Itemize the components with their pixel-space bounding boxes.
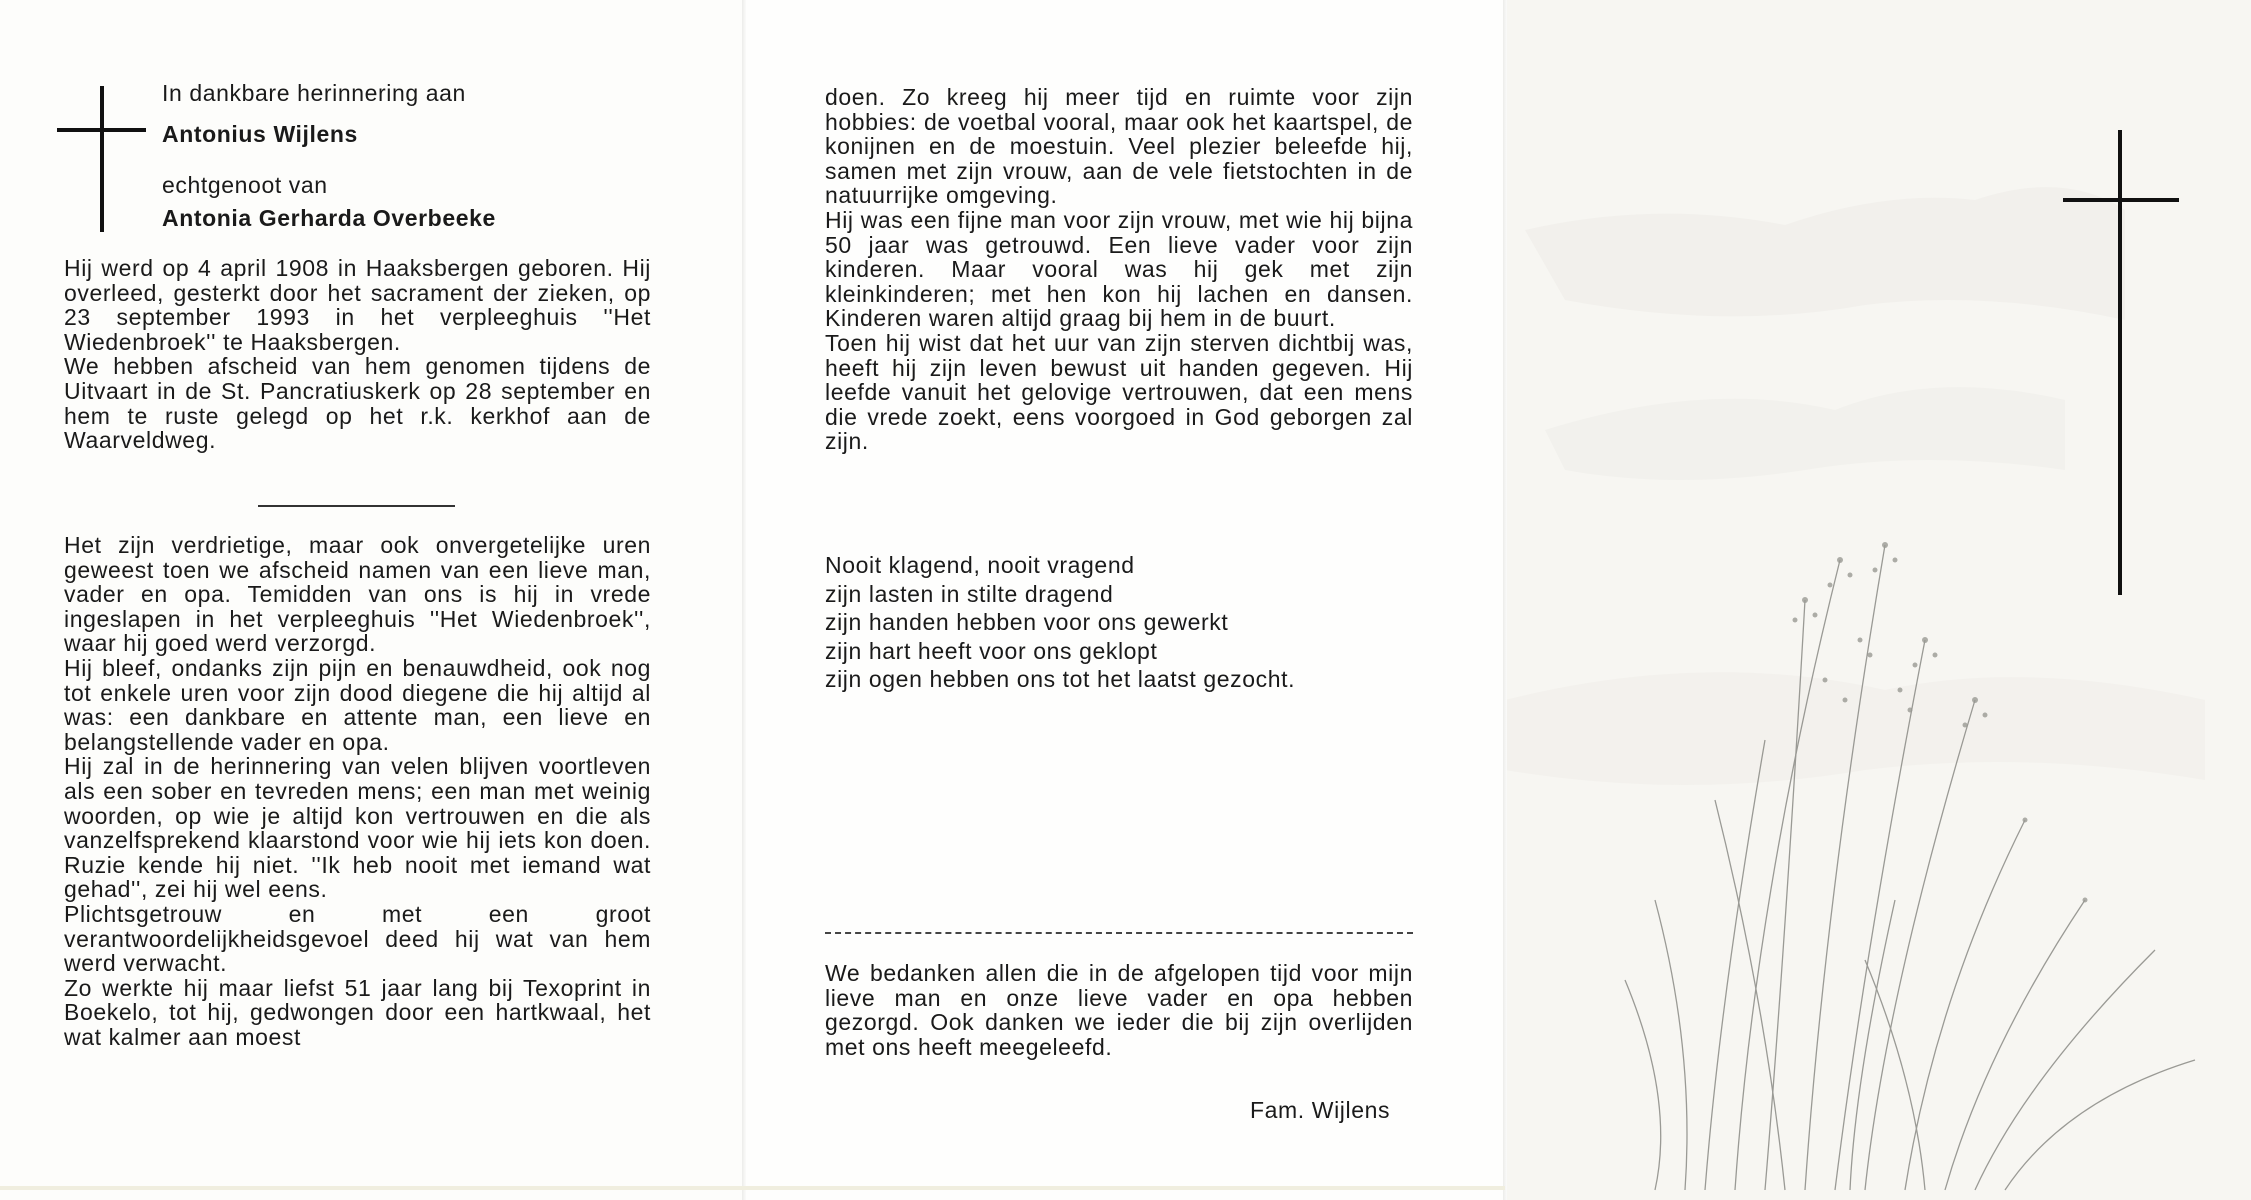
fold-shade-1 [742,0,746,1200]
tribute-paragraph: Plichtsgetrouw en met een groot verantwoordelijkheidsgevoel deed hij wat van hem werd verwacht. [64,900,651,977]
deceased-name: Antonius Wijlens [162,121,358,147]
biography-text [64,256,651,453]
poem-line: zijn handen hebben voor ons gewerkt [825,609,1229,636]
poem-line: zijn ogen hebben ons tot het laatst gezocht. [825,666,1296,693]
tribute-paragraph: Hij was een fijne man voor zijn vrouw, met wie hij bijna 50 jaar was getrouwd. Een lieve vader voor zijn kinderen. Maar vooral was hij gek met zijn kleinkinderen; met hen kon hij lachen en dansen. Kinderen waren altijd graag bij hem in de buurt. [825,206,1413,332]
fold-shade-2 [1503,0,1507,1200]
tribute-paragraph: doen. Zo kreeg hij meer tijd en ruimte voor zijn hobbies: de voetbal vooral, maar ook het kaartspel, de konijnen en de moestuin. Veel plezier beleefde hij, samen met zijn vrouw, aan de vele fietstochten in de natuurrijke omgeving. [825,84,1413,209]
separator-rule [258,505,455,507]
poem [825,551,1295,694]
relation-line: echtgenoot van [162,172,328,198]
tribute-paragraph: Toen hij wist dat het uur van zijn sterven dichtbij was, heeft hij zijn leven bewust uit handen gegeven. Hij leefde vanuit het gelovige vertrouwen, dat een mens die vrede zoekt, eens voorgoed in God geborgen zal zijn. [825,329,1413,455]
poem-line: zijn hart heeft voor ons geklopt [825,637,1158,664]
poem-line: Nooit klagend, nooit vragend [825,552,1135,578]
biography-paragraph: We hebben afscheid van hem genomen tijdens de Uitvaart in de St. Pancratiuskerk op 28 september en hem te ruste gelegd op het r.k. kerkhof aan de Waarveldweg. [64,353,651,454]
tribute-paragraph: Zo werkte hij maar liefst 51 jaar lang bij Texoprint in Boekelo, tot hij, gedwongen door een hartkwaal, het wat kalmer aan moest [64,974,651,1050]
bottom-edge [0,1186,1505,1190]
spouse-name: Antonia Gerharda Overbeeke [162,205,496,231]
illustration-panel [1505,0,2251,1200]
tribute-paragraph: Het zijn verdrietige, maar ook onvergetelijke uren geweest toen we afscheid namen van een lieve man, vader en opa. Temidden van ons is hij in vrede ingeslapen in het verpleeghuis ''Het Wiedenbroek'', waar hij goed werd verzorgd. [64,532,651,657]
poem-line: zijn lasten in stilte dragend [825,580,1114,607]
tribute-paragraph: Hij bleef, ondanks zijn pijn en benauwdheid, ook nog tot enkele uren voor zijn dood diegene die hij altijd al was: een dankbare en attente man, een lieve en belangstellende vader en opa. [64,654,651,755]
intro-line: In dankbare herinnering aan [162,80,466,106]
tribute-left-text [64,533,651,1049]
cross-horizontal-right [2063,198,2179,202]
grass-illustration [1505,0,2251,1200]
signature: Fam. Wijlens [1250,1097,1391,1123]
tribute-right-text [825,85,1413,454]
thanks-separator [825,932,1413,934]
biography-paragraph: Hij werd op 4 april 1908 in Haaksbergen geboren. Hij overleed, gesterkt door het sacrament der zieken, op 23 september 1993 in het verpleeghuis ''Het Wiedenbroek'' te Haaksbergen. [64,255,651,355]
tribute-paragraph: Hij zal in de herinnering van velen blijven voortleven als een sober en tevreden mens; een man met weinig woorden, op wie je altijd kon vertrouwen en die als vanzelfsprekend klaarstond voor wie hij iets kon doen. Ruzie kende hij niet. ''Ik heb nooit met iemand wat gehad'', zei hij wel eens. [64,753,651,903]
thanks-text: We bedanken allen die in de afgelopen tijd voor mijn lieve man en onze lieve vader en opa hebben gezorgd. Ook danken we ieder die bij zijn overlijden met ons heeft meegeleefd. [825,960,1413,1060]
